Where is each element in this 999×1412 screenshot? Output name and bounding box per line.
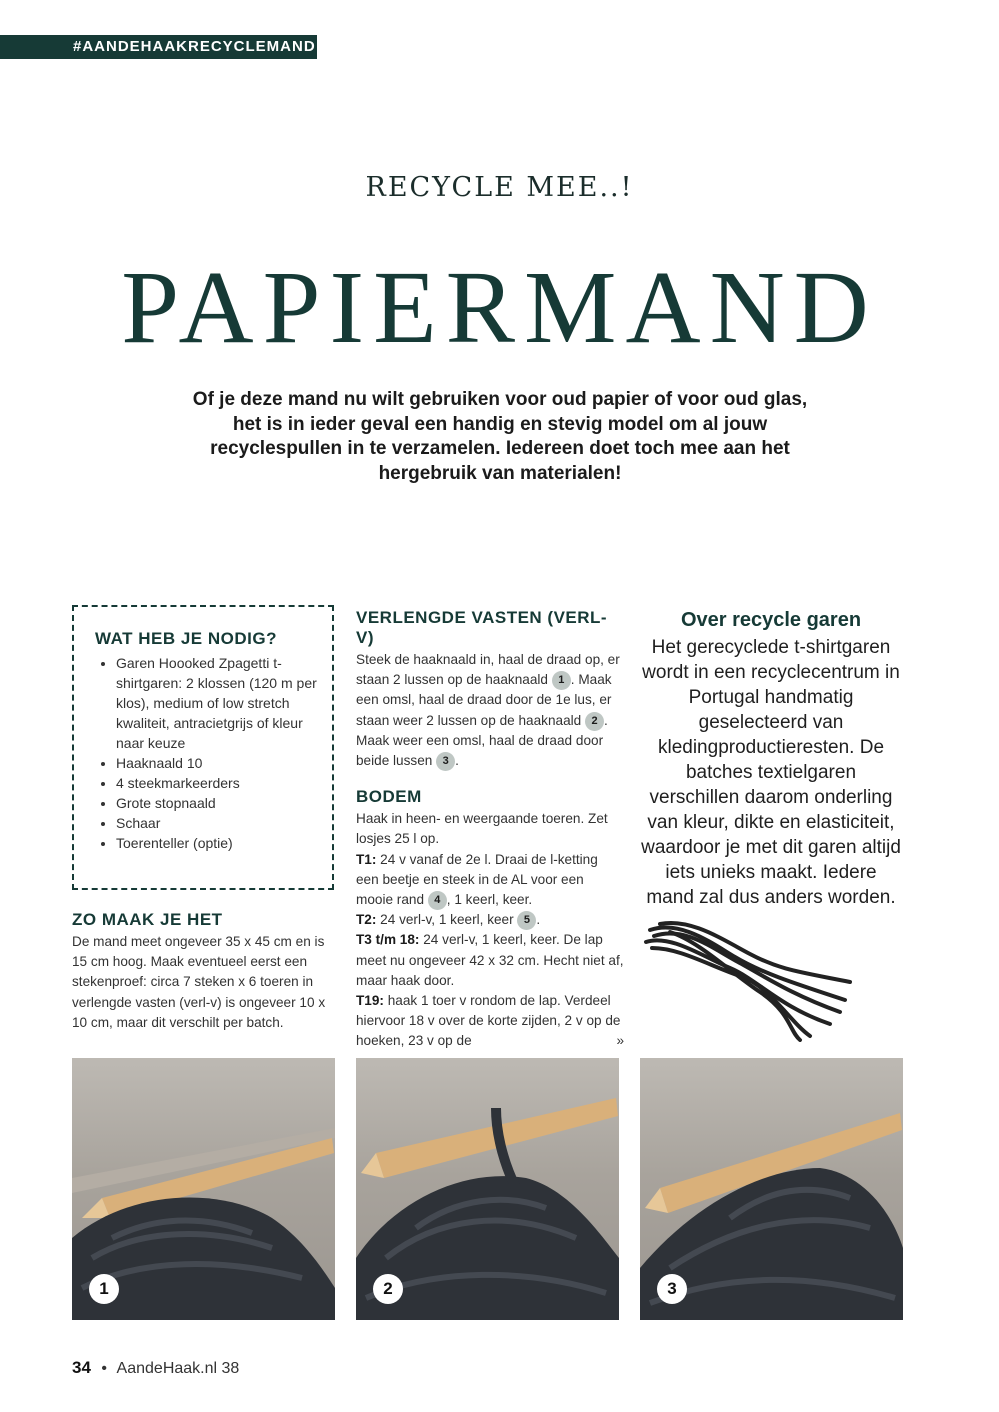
photo-badge: 1 <box>89 1274 119 1304</box>
step-photo-1 <box>72 1058 335 1320</box>
materials-box <box>72 605 334 890</box>
verl-text: Steek de haaknaald in, haal de draad op, er staan 2 lussen op de haaknaald 1 . Maak een omsl, haal de draad door de 1e lus, er staan weer 2 lussen op de haaknaald 2 . Maak weer een omsl, haal de draad door beide lussen 3 . <box>356 650 624 771</box>
step-badge: 1 <box>552 671 571 690</box>
recycle-text: Het gerecyclede t-shirtgaren wordt in een recyclecentrum in Portugal handmatig geselecteerd van kledingproductieresten. De batches textielgaren verschillen daarom onderling van kleur, dikte en elasticiteit, waardoor je met dit garen altijd iets unieks maakt. Iedere mand zal dus anders worden. <box>641 637 901 908</box>
page-number: 34 <box>72 1358 91 1377</box>
howto-title: ZO MAAK JE HET <box>72 910 223 929</box>
step-photo-3 <box>640 1058 903 1320</box>
materials-list <box>96 653 326 853</box>
list-item: • Haaknaald 10 <box>116 753 326 773</box>
list-item: • Schaar <box>116 813 326 833</box>
list-item: • 4 steekmarkeerders <box>116 773 326 793</box>
intro-text: Of je deze mand nu wilt gebruiken voor oud papier of voor oud glas, het is in ieder geval een handig en stevig model om al jouw recyclespullen in te verzamelen. Iedereen doet toch mee aan het hergebruik van materialen! <box>192 389 808 484</box>
step-badge: 5 <box>517 911 536 930</box>
kicker: RECYCLE MEE..! <box>365 172 634 203</box>
bodem-text: Haak in heen- en weergaande toeren. Zet losjes 25 l op. T1: 24 v vanaf de 2e l. Draai de l-ketting een beetje en steek in de AL voor een mooie rand 4 , 1 keerl, keer. T2: 24 verl-v, 1 keerl, keer 5 . T3 t/m 18: 24 verl-v, 1 keerl, keer. De lap meet nu ongeveer 42 x 32 cm. Hecht niet af, maar haak door. T19: haak 1 toer v rondom de lap. Verdeel hiervoor 18 v over de korte zijden, 2 v op de hoeken, 23 v op de » <box>356 809 624 1051</box>
howto-text: De mand meet ongeveer 35 x 45 cm en is 15 cm hoog. Maak eventueel eerst een stekenproef: circa 7 steken x 6 toeren in verlengde vasten (verl-v) is ongeveer 10 x 10 cm, maar dit verschilt per batch. <box>72 934 326 1030</box>
recycle-title: Over recycle garen <box>680 609 862 631</box>
list-item: • Grote stopnaald <box>116 793 326 813</box>
list-item: • Garen Hoooked Zpagetti t-shirtgaren: 2 klossen (120 m per klos), medium of low stretch kwaliteit, antracietgrijs of kleur naar keuze <box>116 653 326 753</box>
list-item: • Toerenteller (optie) <box>116 833 326 853</box>
footer <box>72 1358 239 1378</box>
footer-bullet: • <box>101 1360 107 1377</box>
photo-badge: 3 <box>657 1274 687 1304</box>
yarn-image <box>640 912 855 1042</box>
howto-section <box>72 910 337 1033</box>
bodem-title: BODEM <box>356 787 422 807</box>
step-photo-2 <box>356 1058 619 1320</box>
magazine-name: AandeHaak.nl 38 <box>116 1360 240 1377</box>
verl-title: VERLENGDE VASTEN (VERL-V) <box>356 608 608 647</box>
materials-title: WAT HEB JE NODIG? <box>95 629 277 648</box>
step-badge: 3 <box>436 752 455 771</box>
photo-badge: 2 <box>373 1274 403 1304</box>
step-badge: 4 <box>428 891 447 910</box>
page-title: PAPIERMAND <box>121 250 878 365</box>
instructions-column <box>356 608 624 1052</box>
continue-arrow: » <box>616 1033 624 1049</box>
step-badge: 2 <box>585 712 604 731</box>
hashtag-banner: #AANDEHAAKRECYCLEMAND <box>0 35 317 59</box>
